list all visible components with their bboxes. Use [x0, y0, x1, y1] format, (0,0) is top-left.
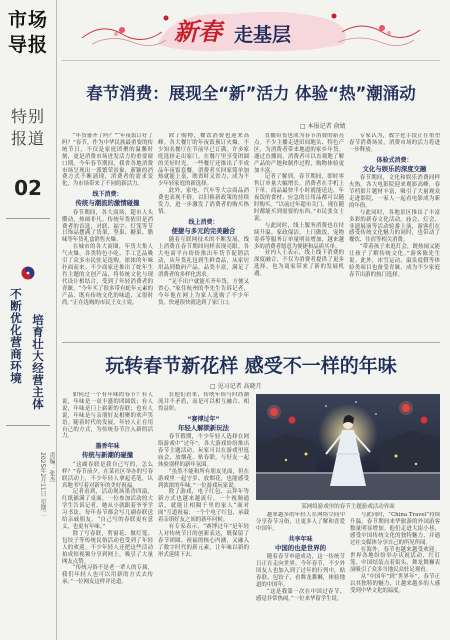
paragraph: 业内人士表示，线上线下消费的深度融合，不仅为消费者提供了更多选择，也为商家带来了新的发展机遇。: [254, 250, 344, 278]
article2-column-1: [62, 392, 153, 634]
paragraph: “这副春联是我自己写的，怎么样？”春节前夕，在某社区举办的写春联活动上，不少年轻人拿起毛笔，认真地书写着对新年的美好祝福。: [62, 461, 153, 489]
paragraph: 在他们看来，传统年俗与时尚潮流并不矛盾，而是可以相互融合、相得益彰。: [158, 392, 249, 412]
paragraph: 在城市的各大商圈，年货大集人气火爆，各类特色小吃、手工艺品吸引了众多市民驻足选购，浓浓的年味扑面而来。不少商家还推出了蛇年生肖主题的文创产品，将传统文化与现代设计相结合，受到了年轻消费者的青睐。“今年买了很多带有蛇年元素的产品，既有传统文化的味道，又很时尚。”正在选购的市民王女士说。: [62, 244, 153, 306]
subheading-line-1: 线上消费：: [188, 218, 219, 226]
ad-slogan-right: 培育壮大经营主体: [31, 314, 45, 410]
paragraph: 记者看到，活动现场墨香四溢，红纸铺满了桌面。一位参加活动的大学生告诉记者，她从小就跟着爷爷学习书法，每年春节都会写几副春联送给亲戚朋友。“自己写的春联更有意义，也更有年味。”: [62, 489, 153, 530]
subheading-line-1: 体验式消费：: [376, 156, 413, 164]
subheading: [349, 157, 440, 174]
paragraph: 春节期间，各大商场、超市人头攒动，热闹非凡。传统年货依旧是消费者的首选，对联、福字、灯笼等节日饰品摆满了货架，坚果、糖果、腊味等年货礼盒销售火爆。: [62, 209, 153, 244]
paragraph: “这是我第一次在中国过春节，感觉非常热闹。”一位来华留学生说。: [256, 588, 345, 602]
banner-title-red: 新春: [174, 17, 222, 46]
ad-slogan-left: 不断优化营商环境: [9, 288, 23, 384]
article2-headline: 玩转春节新花样 感受不一样的年味: [105, 355, 397, 377]
paragraph: 从“中国年”到“世界年”，春节正以其独特的魅力，让越来越多的人感受到中华文化的温度。: [350, 574, 440, 594]
subheading: [62, 191, 153, 208]
paragraph: “足不出户就能买齐年货，方便又省心。”家住杭州的李先生告诉记者，今年他在网上为家人选购了不少年货，快递很快就送到了家门口。: [158, 278, 249, 306]
paragraph: 与此同时，线上服务消费也在持续升温。家政保洁、上门做饭、宠物寄养等服务订单量明显增加，越来越多的消费者愿意为便捷和品质买单。: [254, 222, 344, 250]
article1-column-1: [62, 133, 153, 336]
article-divider: [62, 342, 440, 343]
paragraph: 专家认为，数字化手段正在重塑春节消费场景，消费市场的活力将进一步释放。: [349, 133, 440, 153]
subheading: [158, 219, 249, 236]
sidebar-divider: [6, 425, 50, 426]
subheading-line-1: 线下消费：: [92, 191, 123, 199]
article2-byline: □ 见习记者 高晓月: [210, 383, 262, 390]
article1-column-4: [349, 133, 440, 336]
paragraph: 除了购物，餐饮消费也迎来高峰。各大餐厅的年夜饭预订火爆，不少知名餐厅在节前早已订满。许多家庭选择走出家门，在餐厅里享受团圆的美好时光。一些餐厅还推出了半成品年夜饭套餐，消费者买回家简单加热就能上桌，既省时又省力，成为不少年轻家庭的新选择。: [158, 133, 249, 188]
paragraph: 在海外，春节也越来越受欢迎。世界各地纷纷举办庆祝活动，红灯笼、中国结装点着街头，舞龙舞狮表演吸引了众多当地民众驻足观看。: [350, 546, 440, 574]
paragraph: 随着春节申遗成功，这一传统节日正在走向世界。今年春节，不少外国友人也加入到了过年的行列中，贴春联、包饺子、看舞龙舞狮，体验地道的中国年。: [256, 554, 345, 588]
section-title-line-1: 特别: [10, 107, 45, 126]
section-title-line-2: 报道: [10, 129, 45, 148]
article2-column-4: [350, 512, 440, 634]
paragraph: 记者了解到，春节期间，即时零售订单量大幅增长。消费者在手机上下单，商品最快半小时就能送达，年夜饭的食材、应急的日用品都可以随时购买。“以前过年超市关门，现在随时都能买到需要的东西。”市民张女士说。: [254, 174, 344, 222]
subheading-line-2: 便捷与多元的完美融合: [171, 226, 236, 235]
paragraph: 越来越多的年轻人在网络空间中分享春节习俗，让更多人了解和喜爱中国年。: [256, 512, 345, 532]
newspaper-masthead: [4, 8, 52, 58]
paragraph: 直播带货也成为春节消费的新亮点。不少主播走进田间地头、特色产区，为消费者带来地道的家乡年货。通过直播间，消费者可以直观地了解产品的产地和制作过程，购物体验更加丰富。: [254, 133, 344, 174]
page-footer: [38, 452, 56, 531]
paragraph: 如何过一个有年味的春节？有人说，年味是一桌丰盛的团圆饭；有人说，年味是门上崭新的春联；也有人说，年味是与亲朋好友相聚的欢声笑语。随着时代的发展，年轻人正在用自己的方式，为传统春节注入新的活力。: [62, 392, 153, 440]
paragraph: 除了写春联，剪窗花、做灯笼、包饺子等传统民俗活动也受到了年轻人的欢迎。不少年轻人还把这些活动拍成短视频分享到网上，吸引了大量网友点赞。: [62, 530, 153, 565]
paragraph: 有专家表示，“赛博过年”是年轻人对传统节日的创新表达，既保留了春节团圆、祝福的核心内涵，又融入了数字时代的新元素，让年味以新的形式延续下去。: [158, 524, 249, 558]
masthead-line-2: 导报: [7, 34, 48, 56]
article1-column-2: [158, 133, 249, 336]
subheading: [62, 443, 153, 460]
subheading-line-2: 中国的也是世界的: [274, 543, 327, 552]
paragraph: “带着孩子来逛灯会，既热闹又能让孩子了解传统文化。”游客陈先生说。此外，冰雪运动、温泉度假等体验类项目也备受青睐，成为不少家庭春节出游的热门选择。: [349, 244, 440, 278]
paragraph: 与此同时，各地景区推出了丰富多彩的新春文化活动。庙会、灯会、非遗展演等活动轮番上演，游客们在感受传统文化魅力的同时，也带动了餐饮、住宿等相关消费。: [349, 209, 440, 244]
subheading-line-2: 传统与潮流的激情碰撞: [75, 199, 140, 208]
subheading-line-1: 墨香年味: [95, 443, 120, 451]
article1-column-3: [254, 133, 344, 336]
left-sidebar: [0, 0, 57, 640]
game-scene-image: [256, 394, 440, 500]
issue-date: 2025年2月11日 星期二: [39, 452, 46, 517]
banner-title-dark: 走基层: [234, 24, 292, 46]
paragraph: “年货备齐了吗？”“年夜饭订好了吗？”春节，作为中华民族最重要的传统节日，不仅是家庭团聚的温馨时刻，更是消费市场迸发活力的重要窗口期。今年春节期间，我省各地消费市场呈现出一派繁荣景象，新颖的消费方式不断涌现，消费者的需求变化，为市场带来了不同的新活力。: [62, 133, 153, 188]
paragraph: 除了游戏，电子红包、云拜年等新方式也越来越流行。一个视频通话，就能让相隔千里的家人“面对面”互道祝福；一个个电子红包，承载着亲朋好友之间的新年问候。: [158, 489, 249, 524]
paragraph: 春节期间，文化和娱乐消费同样火热。各大电影院迎来观影高峰，春节档影片题材丰富，吸引了大量观众走进影院，一家人一起看电影成为新的年俗。: [349, 175, 440, 209]
masthead-line-1: 市场: [7, 9, 48, 31]
subheading-line-2: 文化与娱乐的深度交融: [362, 164, 427, 173]
article2-column-2: [158, 392, 249, 634]
emblem-icon: [21, 266, 35, 280]
article1-headline: 春节消费：展现全“新”活力 体验“热”潮涌动: [86, 84, 416, 103]
subheading-line-2: 传统与新潮的碰撞: [81, 451, 134, 460]
page-number: 02: [14, 176, 42, 200]
article2-column-3: [256, 512, 345, 634]
subheading-line-1: “赛博过年”: [187, 415, 220, 423]
subheading: [158, 416, 249, 433]
subheading-line-2: 年轻人解锁新玩法: [177, 423, 230, 432]
editor-credit: 责编：张杰: [48, 452, 55, 482]
paragraph: 春节假期，不少年轻人选择在网络游戏中“过年”。各大游戏纷纷推出春节主题活动，玩家可以在游戏里逛庙会、放烟花、贴春联，与好友一起体验别样的新年氛围。: [158, 434, 249, 468]
paragraph: 与此同时，“China Travel”持续升温，春节期间来华旅游的外国游客数量明显增加。他们走进大街小巷，感受中国传统文化的独特魅力，并通过社交媒体分享自己的所见所闻。: [350, 512, 440, 546]
paragraph: 随着互联网技术的不断发展，线上消费在春节期间同样表现亮眼。各大电商平台纷纷推出年货节促销活动，从年货礼包到生鲜食品，从家居用品到数码产品，品类丰富，满足了消费者的多样化需求。: [158, 237, 249, 278]
subheading-line-1: 共享年味: [288, 535, 313, 543]
article1-byline: □ 本报记者 俞婧: [300, 123, 346, 130]
column-banner: [62, 4, 440, 61]
photo-caption: 某网络游戏里的春节主题游戏活动界面: [301, 504, 395, 510]
paragraph: “虽然不能和所有朋友见面，但在游戏里一起守岁、放烟花，也能感受到浓浓的年味。”一位游戏玩家说。: [158, 468, 249, 489]
paragraph: “传统习俗不是老一辈人的专属，我们年轻人也可以用新的方式去传承。”一位网友这样评论道。: [62, 565, 153, 586]
paragraph: 此外，家电、汽车等大宗商品消费也表现不俗。以旧换新政策的持续发力，进一步激发了消费者的购买热情。: [158, 188, 249, 215]
sidebar-divider: [6, 218, 50, 219]
subheading: [256, 536, 345, 553]
section-title: [4, 106, 52, 150]
